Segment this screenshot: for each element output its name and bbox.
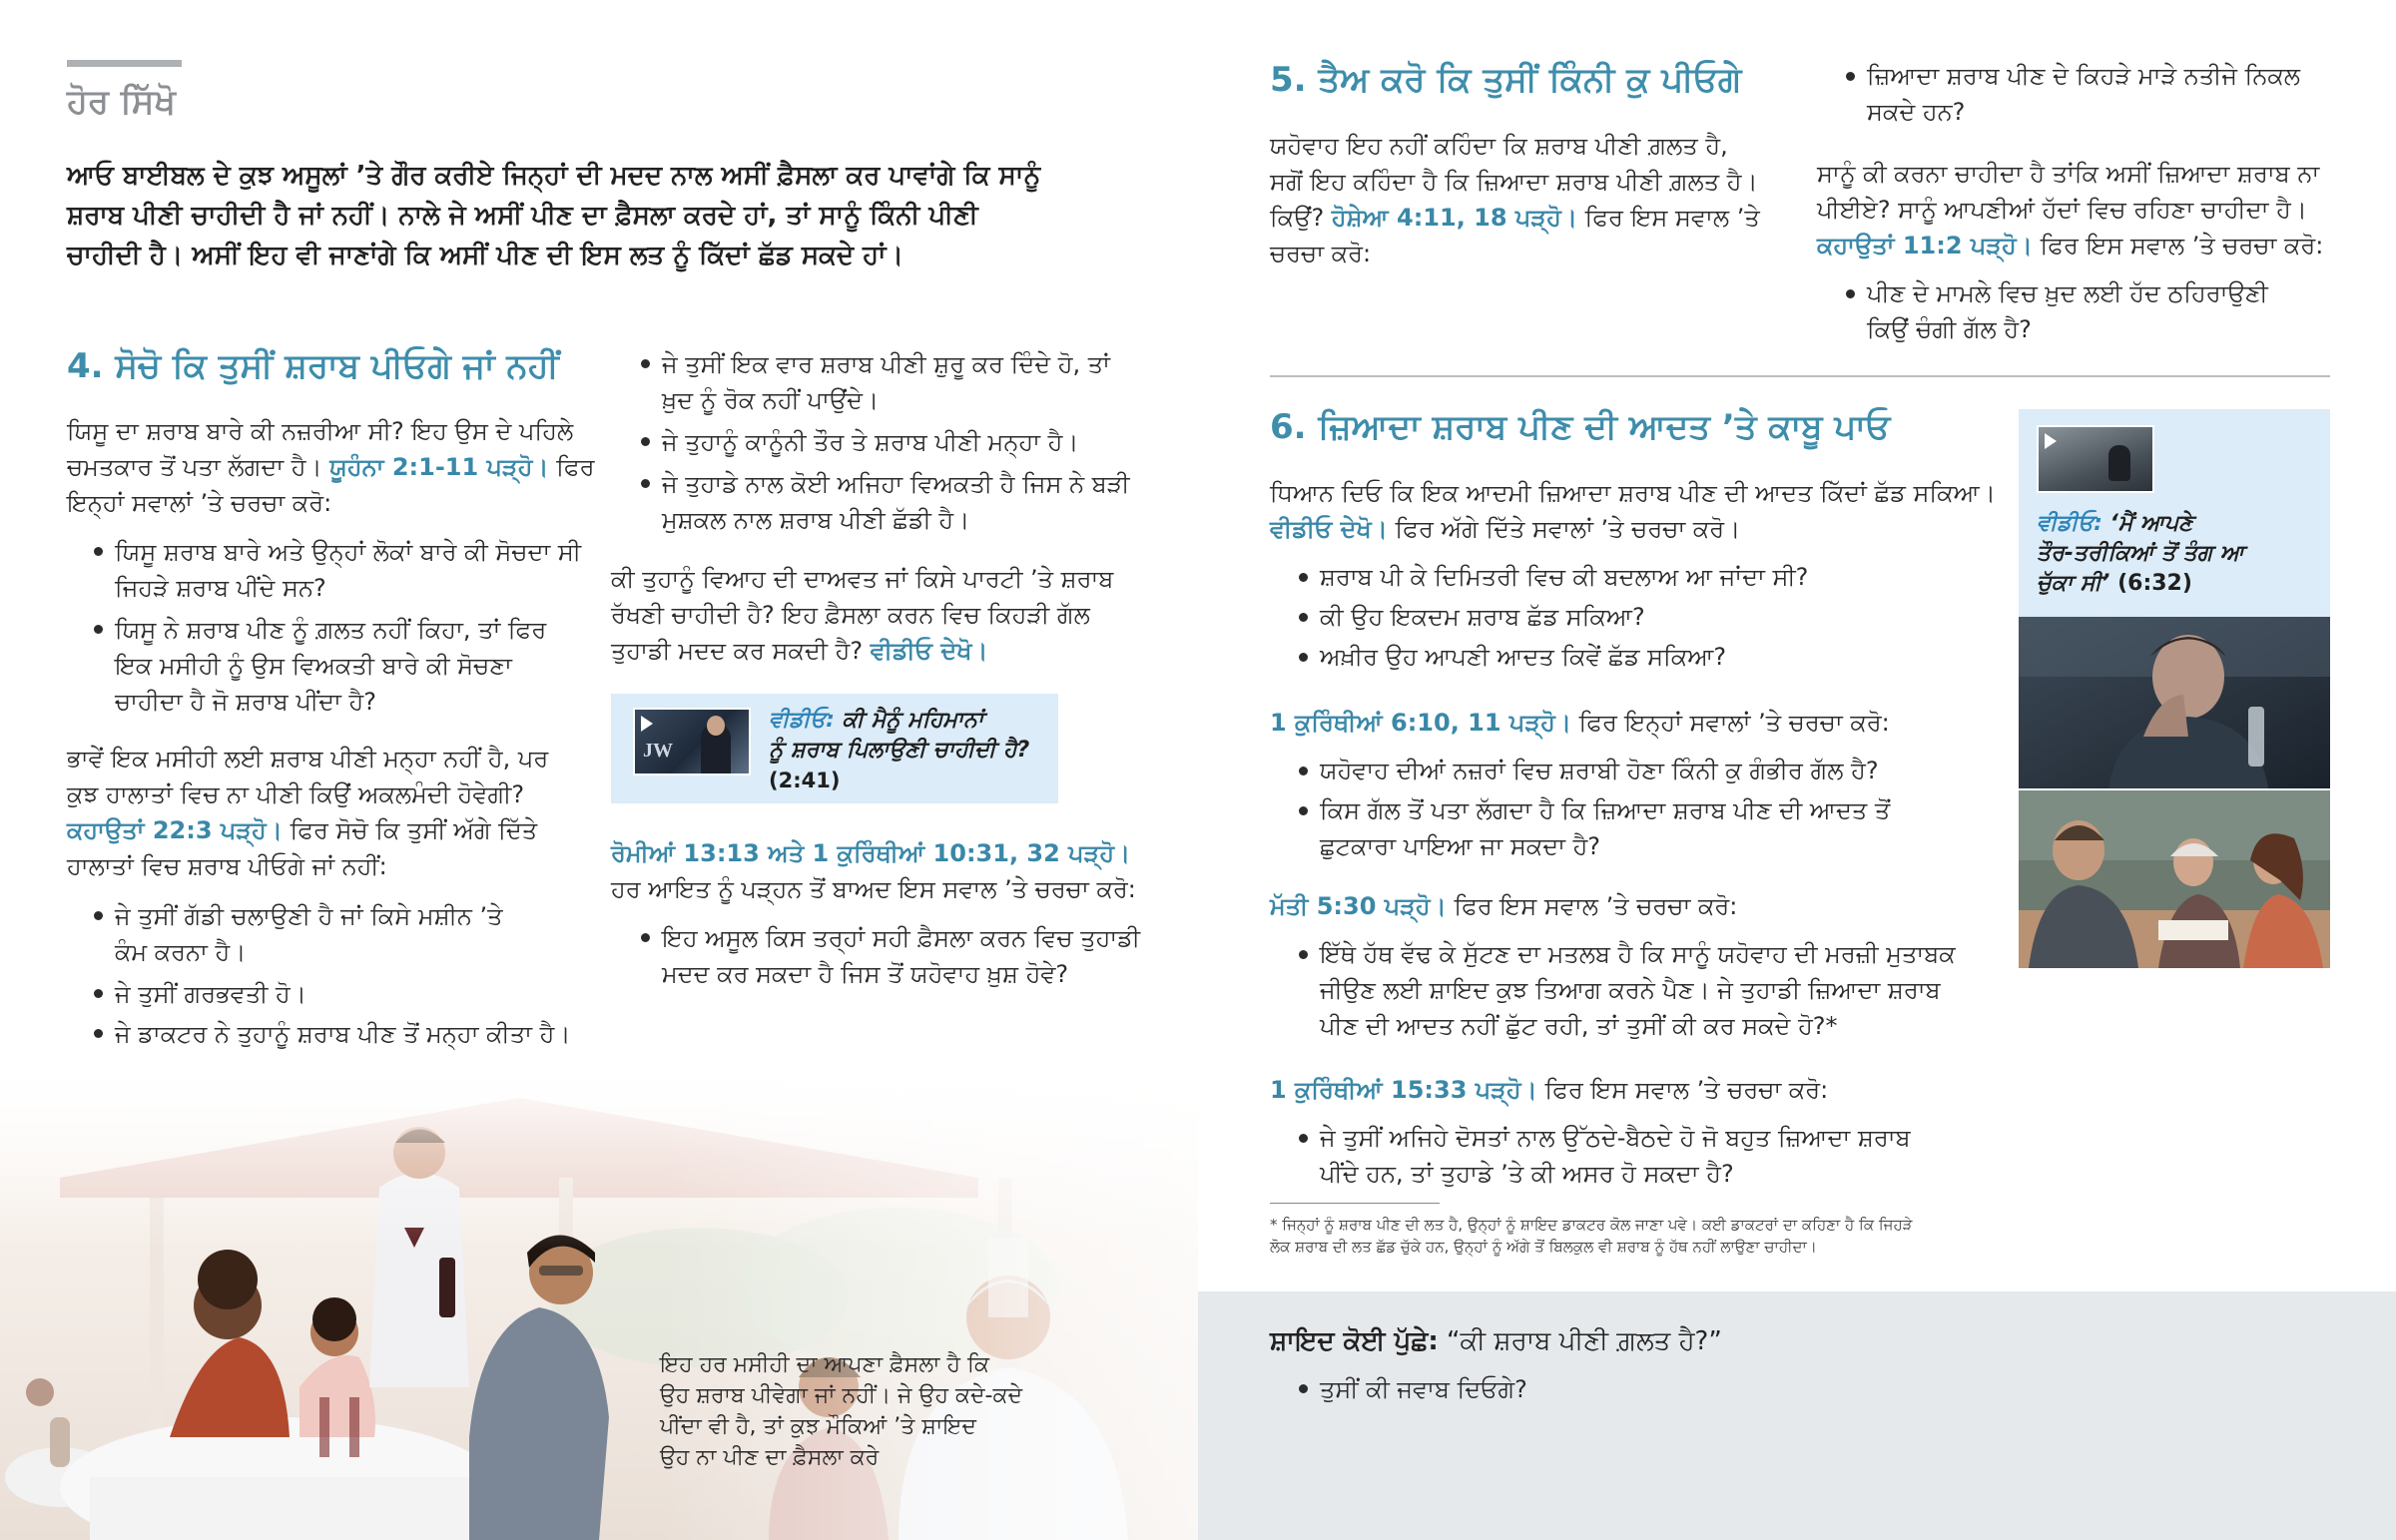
s6-ref-2: ਮੱਤੀ 5:30 ਪੜ੍ਹੋ। ਫਿਰ ਇਸ ਸਵਾਲ ’ਤੇ ਚਰਚਾ ਕਰੋ: [1270,892,1738,920]
ask-label: ਸ਼ਾਇਦ ਕੋਈ ਪੁੱਛੇ: [1270,1326,1439,1356]
s6-question-6-line-2: ਜੀਉਣ ਲਈ ਸ਼ਾਇਦ ਕੁਝ ਤਿਆਗ ਕਰਨੇ ਪੈਣ। ਜੇ ਤੁਹਾਡੀ ਜ਼ਿਆਦਾ ਸ਼ਰਾਬ [1320,976,1941,1004]
video-2-title-line-2: ਤੌਰ-ਤਰੀਕਿਆਂ ਤੋਂ ਤੰਗ ਆ [2037,541,2244,566]
s4-bullet-2-line-2: ਇਕ ਮਸੀਹੀ ਨੂੰ ਉਸ ਵਿਅਕਤੀ ਬਾਰੇ ਕੀ ਸੋਚਣਾ [115,652,512,680]
video-2-title-line-1: ਵੀਡੀਓ: ‘ਮੈਂ ਆਪਣੇ [2037,511,2193,536]
bullet-dot [641,359,650,368]
video-1-duration: (2:41) [769,769,841,792]
s5-bullet-2-line-2: ਕਿਉਂ ਚੰਗੀ ਗੱਲ ਹੈ? [1867,315,2032,343]
video-thumbnail[interactable] [633,708,751,775]
bullet-dot [641,437,650,446]
illustration-caption-line-2: ਉਹ ਸ਼ਰਾਬ ਪੀਵੇਗਾ ਜਾਂ ਨਹੀਂ। ਜੇ ਉਹ ਕਦੇ-ਕਦੇ [660,1383,1023,1408]
bullet-dot [1299,573,1308,582]
s4-case-4-line-2: ਖ਼ੁਦ ਨੂੰ ਰੋਕ ਨਹੀਂ ਪਾਉਂਦੇ। [662,386,880,414]
s4-para-3-line-3: ਤੁਹਾਡੀ ਮਦਦ ਕਰ ਸਕਦੀ ਹੈ? ਵੀਡੀਓ ਦੇਖੋ। [611,637,988,665]
s4-para-3-line-1: ਕੀ ਤੁਹਾਨੂੰ ਵਿਆਹ ਦੀ ਦਾਅਵਤ ਜਾਂ ਕਿਸੇ ਪਾਰਟੀ ’ਤੇ ਸ਼ਰਾਬ [611,565,1114,593]
s4-case-3: ਜੇ ਡਾਕਟਰ ਨੇ ਤੁਹਾਨੂੰ ਸ਼ਰਾਬ ਪੀਣ ਤੋਂ ਮਨ੍ਹਾ ਕੀਤਾ ਹੈ। [115,1020,571,1048]
s4-case-4-line-1: ਜੇ ਤੁਸੀਂ ਇਕ ਵਾਰ ਸ਼ਰਾਬ ਪੀਣੀ ਸ਼ੁਰੂ ਕਰ ਦਿੰਦੇ ਹੋ, ਤਾਂ [662,350,1110,378]
photo-bible-study [2019,790,2330,968]
presenter-head [707,716,725,736]
video-card-dmitri[interactable] [2019,409,2330,617]
s4-ref-instruction: ਹਰ ਆਇਤ ਨੂੰ ਪੜ੍ਹਨ ਤੋਂ ਬਾਅਦ ਇਸ ਸਵਾਲ ’ਤੇ ਚਰਚਾ ਕਰੋ: [611,875,1136,903]
s6-question-7-line-1: ਜੇ ਤੁਸੀਂ ਅਜਿਹੇ ਦੋਸਤਾਂ ਨਾਲ ਉੱਠਦੇ-ਬੈਠਦੇ ਹੋ ਜੋ ਬਹੁਤ ਜ਼ਿਆਦਾ ਸ਼ਰਾਬ [1320,1124,1911,1152]
s4-bullet-3-line-2: ਮਦਦ ਕਰ ਸਕਦਾ ਹੈ ਜਿਸ ਤੋਂ ਯਹੋਵਾਹ ਖ਼ੁਸ਼ ਹੋਵੇ? [662,960,1069,988]
bullet-dot [1299,1134,1308,1143]
s4-para-2-line-1: ਭਾਵੇਂ ਇਕ ਮਸੀਹੀ ਲਈ ਸ਼ਰਾਬ ਪੀਣੀ ਮਨ੍ਹਾ ਨਹੀਂ ਹੈ, ਪਰ [67,745,549,772]
video-1-title-line-1: ਵੀਡੀਓ: ਕੀ ਮੈਨੂੰ ਮਹਿਮਾਨਾਂ [769,708,984,733]
scripture-link-romans-corinthians[interactable]: ਰੋਮੀਆਂ 13:13 ਅਤੇ 1 ਕੁਰਿੰਥੀਆਂ 10:31, 32 ਪੜ੍ਹੋ। [611,839,1131,867]
play-icon [2045,433,2057,449]
intro-line-2: ਸ਼ਰਾਬ ਪੀਣੀ ਚਾਹੀਦੀ ਹੈ ਜਾਂ ਨਹੀਂ। ਨਾਲੇ ਜੇ ਅਸੀਂ ਪੀਣ ਦਾ ਫ਼ੈਸਲਾ ਕਰਦੇ ਹਾਂ, ਤਾਂ ਸਾਨੂੰ ਕਿੰਨੀ ਪੀਣੀ [67,201,978,231]
photo-man-drinking [2019,617,2330,788]
s4-para-2-line-2: ਕੁਝ ਹਾਲਾਤਾਂ ਵਿਚ ਨਾ ਪੀਣੀ ਕਿਉਂ ਅਕਲਮੰਦੀ ਹੋਵੇਗੀ? [67,780,525,808]
footnote-line-1: * ਜਿਨ੍ਹਾਂ ਨੂੰ ਸ਼ਰਾਬ ਪੀਣ ਦੀ ਲਤ ਹੈ, ਉਨ੍ਹਾਂ ਨੂੰ ਸ਼ਾਇਦ ਡਾਕਟਰ ਕੋਲ ਜਾਣਾ ਪਵੇ। ਕਈ ਡਾਕਟਰਾਂ ਦਾ ਕਹਿਣਾ ਹੈ ਕਿ ਜਿਹੜੇ [1270,1216,1913,1234]
bullet-dot [1846,72,1855,81]
s4-bullet-1-line-1: ਯਿਸੂ ਸ਼ਰਾਬ ਬਾਰੇ ਅਤੇ ਉਨ੍ਹਾਂ ਲੋਕਾਂ ਬਾਰੇ ਕੀ ਸੋਚਦਾ ਸੀ [115,538,582,566]
bullet-dot [1299,1384,1308,1393]
s6-ref-3: 1 ਕੁਰਿੰਥੀਆਂ 15:33 ਪੜ੍ਹੋ। ਫਿਰ ਇਸ ਸਵਾਲ ’ਤੇ ਚਰਚਾ ਕਰੋ: [1270,1076,1829,1104]
section-divider [1270,375,2330,377]
scripture-link-john[interactable]: ਯੂਹੰਨਾ 2:1-11 ਪੜ੍ਹੋ। [329,453,549,481]
bullet-dot [1299,653,1308,662]
s5-bullet-1-line-2: ਸਕਦੇ ਹਨ? [1867,98,1966,126]
footnote-rule [1270,1203,1440,1204]
s4-para-1-line-1: ਯਿਸੂ ਦਾ ਸ਼ਰਾਬ ਬਾਰੇ ਕੀ ਨਜ਼ਰੀਆ ਸੀ? ਇਹ ਉਸ ਦੇ ਪਹਿਲੇ [67,417,574,445]
scripture-link-matthew[interactable]: ਮੱਤੀ 5:30 ਪੜ੍ਹੋ। [1270,892,1447,920]
s4-bullet-1-line-2: ਜਿਹੜੇ ਸ਼ਰਾਬ ਪੀਂਦੇ ਸਨ? [115,574,326,602]
bullet-dot [1299,806,1308,815]
footnote-line-2: ਲੋਕ ਸ਼ਰਾਬ ਦੀ ਲਤ ਛੱਡ ਚੁੱਕੇ ਹਨ, ਉਨ੍ਹਾਂ ਨੂੰ ਅੱਗੇ ਤੋਂ ਬਿਲਕੁਲ ਵੀ ਸ਼ਰਾਬ ਨੂੰ ਹੱਥ ਨਹੀਂ ਲਾਉਣਾ ਚਾਹੀਦਾ। [1270,1238,1817,1256]
ask-box [1198,1291,2396,1540]
s6-question-2: ਕੀ ਉਹ ਇਕਦਮ ਸ਼ਰਾਬ ਛੱਡ ਸਕਿਆ? [1320,603,1645,631]
s5-bullet-2-line-1: ਪੀਣ ਦੇ ਮਾਮਲੇ ਵਿਚ ਖ਼ੁਦ ਲਈ ਹੱਦ ਠਹਿਰਾਉਣੀ [1867,279,2268,307]
play-icon [641,716,653,732]
s6-para-line-1: ਧਿਆਨ ਦਿਓ ਕਿ ਇਕ ਆਦਮੀ ਜ਼ਿਆਦਾ ਸ਼ਰਾਬ ਪੀਣ ਦੀ ਆਦਤ ਕਿੱਦਾਂ ਛੱਡ ਸਕਿਆ। [1270,479,1996,507]
s4-bullet-2-line-3: ਚਾਹੀਦਾ ਹੈ ਜੋ ਸ਼ਰਾਬ ਪੀਂਦਾ ਹੈ? [115,688,376,716]
s4-case-6-line-2: ਮੁਸ਼ਕਲ ਨਾਲ ਸ਼ਰਾਬ ਪੀਣੀ ਛੱਡੀ ਹੈ। [662,506,970,534]
bullet-dot [1299,767,1308,775]
jw-logo: JW [643,740,673,762]
s6-question-3: ਅਖ਼ੀਰ ਉਹ ਆਪਣੀ ਆਦਤ ਕਿਵੇਂ ਛੱਡ ਸਕਿਆ? [1320,643,1727,671]
s5-line-1: ਯਹੋਵਾਹ ਇਹ ਨਹੀਂ ਕਹਿੰਦਾ ਕਿ ਸ਼ਰਾਬ ਪੀਣੀ ਗ਼ਲਤ ਹੈ, [1270,132,1728,160]
bullet-dot [641,933,650,942]
video-2-title-line-3: ਚੁੱਕਾ ਸੀ’ (6:32) [2037,571,2192,596]
s5-line-3: ਕਿਉਂ? ਹੋਸ਼ੇਆ 4:11, 18 ਪੜ੍ਹੋ। ਫਿਰ ਇਸ ਸਵਾਲ ’ਤੇ [1270,204,1760,232]
bullet-dot [1299,950,1308,959]
bullet-dot [94,1029,103,1038]
s5-para-line-2: ਪੀਈਏ? ਸਾਨੂੰ ਆਪਣੀਆਂ ਹੱਦਾਂ ਵਿਚ ਰਹਿਣਾ ਚਾਹੀਦਾ ਹੈ। [1817,196,2307,224]
s6-para-line-2: ਵੀਡੀਓ ਦੇਖੋ। ਫਿਰ ਅੱਗੇ ਦਿੱਤੇ ਸਵਾਲਾਂ ’ਤੇ ਚਰਚਾ ਕਰੋ। [1270,515,1741,543]
video-thumbnail[interactable] [2037,425,2154,493]
s4-case-1-line-1: ਜੇ ਤੁਸੀਂ ਗੱਡੀ ਚਲਾਉਣੀ ਹੈ ਜਾਂ ਕਿਸੇ ਮਸ਼ੀਨ ’ਤੇ [115,902,503,930]
section-6-heading: 6. ਜ਼ਿਆਦਾ ਸ਼ਰਾਬ ਪੀਣ ਦੀ ਆਦਤ ’ਤੇ ਕਾਬੂ ਪਾਓ [1270,407,1891,447]
s4-bullet-3-line-1: ਇਹ ਅਸੂਲ ਕਿਸ ਤਰ੍ਹਾਂ ਸਹੀ ਫ਼ੈਸਲਾ ਕਰਨ ਵਿਚ ਤੁਹਾਡੀ [662,924,1141,952]
restaurant-illustration [0,1058,1198,1540]
video-card-guests[interactable] [611,694,1058,803]
s4-case-5: ਜੇ ਤੁਹਾਨੂੰ ਕਾਨੂੰਨੀ ਤੌਰ ਤੇ ਸ਼ਰਾਬ ਪੀਣੀ ਮਨ੍ਹਾ ਹੈ। [662,428,1079,456]
s4-para-2-line-4: ਹਾਲਾਤਾਂ ਵਿਚ ਸ਼ਰਾਬ ਪੀਓਗੇ ਜਾਂ ਨਹੀਂ: [67,852,387,880]
man-silhouette [2108,445,2130,481]
video-1-title-line-2: ਨੂੰ ਸ਼ਰਾਬ ਪਿਲਾਉਣੀ ਚਾਹੀਦੀ ਹੈ? [769,738,1030,763]
scripture-link-hosea[interactable]: ਹੋਸ਼ੇਆ 4:11, 18 ਪੜ੍ਹੋ। [1331,204,1578,232]
s6-question-4: ਯਹੋਵਾਹ ਦੀਆਂ ਨਜ਼ਰਾਂ ਵਿਚ ਸ਼ਰਾਬੀ ਹੋਣਾ ਕਿੰਨੀ ਕੁ ਗੰਭੀਰ ਗੱਲ ਹੈ? [1320,757,1879,784]
section-title: ਹੋਰ ਸਿੱਖੋ [67,82,176,122]
scripture-link-proverbs-22[interactable]: ਕਹਾਉਤਾਂ 22:3 ਪੜ੍ਹੋ। [67,816,283,844]
s6-question-1: ਸ਼ਰਾਬ ਪੀ ਕੇ ਦਿਮਿਤਰੀ ਵਿਚ ਕੀ ਬਦਲਾਅ ਆ ਜਾਂਦਾ ਸੀ? [1320,563,1809,591]
illustration-caption-line-4: ਉਹ ਨਾ ਪੀਣ ਦਾ ਫ਼ੈਸਲਾ ਕਰੇ [660,1445,880,1470]
s4-case-6-line-1: ਜੇ ਤੁਹਾਡੇ ਨਾਲ ਕੋਈ ਅਜਿਹਾ ਵਿਅਕਤੀ ਹੈ ਜਿਸ ਨੇ ਬੜੀ [662,470,1130,498]
scripture-link-1cor-15[interactable]: 1 ਕੁਰਿੰਥੀਆਂ 15:33 ਪੜ੍ਹੋ। [1270,1076,1537,1104]
s6-question-6-line-1: ਇੱਥੇ ਹੱਥ ਵੱਢ ਕੇ ਸੁੱਟਣ ਦਾ ਮਤਲਬ ਹੈ ਕਿ ਸਾਨੂੰ ਯਹੋਵਾਹ ਦੀ ਮਰਜ਼ੀ ਮੁਤਾਬਕ [1320,940,1956,968]
illustration-caption-line-3: ਪੀਂਦਾ ਵੀ ਹੈ, ਤਾਂ ਕੁਝ ਮੌਕਿਆਂ ’ਤੇ ਸ਼ਾਇਦ [660,1414,976,1439]
s4-para-1-line-3: ਇਨ੍ਹਾਂ ਸਵਾਲਾਂ ’ਤੇ ਚਰਚਾ ਕਰੋ: [67,489,332,517]
s4-para-3-line-2: ਰੱਖਣੀ ਚਾਹੀਦੀ ਹੈ? ਇਹ ਫ਼ੈਸਲਾ ਕਰਨ ਵਿਚ ਕਿਹੜੀ ਗੱਲ [611,601,1090,629]
right-page [1198,0,2396,1540]
bullet-dot [94,547,103,556]
scripture-link-proverbs-11[interactable]: ਕਹਾਉਤਾਂ 11:2 ਪੜ੍ਹੋ। [1817,232,2033,259]
s5-para-line-1: ਸਾਨੂੰ ਕੀ ਕਰਨਾ ਚਾਹੀਦਾ ਹੈ ਤਾਂਕਿ ਅਸੀਂ ਜ਼ਿਆਦਾ ਸ਼ਰਾਬ ਨਾ [1817,160,2320,188]
watch-video-link[interactable]: ਵੀਡੀਓ ਦੇਖੋ। [1270,515,1388,543]
section-title-bar [67,60,182,67]
s6-question-5-line-2: ਛੁਟਕਾਰਾ ਪਾਇਆ ਜਾ ਸਕਦਾ ਹੈ? [1320,832,1601,860]
intro-line-1: ਆਓ ਬਾਈਬਲ ਦੇ ਕੁਝ ਅਸੂਲਾਂ ’ਤੇ ਗੌਰ ਕਰੀਏ ਜਿਨ੍ਹਾਂ ਦੀ ਮਦਦ ਨਾਲ ਅਸੀਂ ਫ਼ੈਸਲਾ ਕਰ ਪਾਵਾਂਗੇ ਕਿ ਸਾਨੂੰ [67,161,1041,191]
s4-case-2: ਜੇ ਤੁਸੀਂ ਗਰਭਵਤੀ ਹੋ। [115,980,306,1008]
section-5-heading: 5. ਤੈਅ ਕਰੋ ਕਿ ਤੁਸੀਂ ਕਿੰਨੀ ਕੁ ਪੀਓਗੇ [1270,60,1742,100]
bullet-dot [641,479,650,488]
s4-case-1-line-2: ਕੰਮ ਕਰਨਾ ਹੈ। [115,938,247,966]
s5-bullet-1-line-1: ਜ਼ਿਆਦਾ ਸ਼ਰਾਬ ਪੀਣ ਦੇ ਕਿਹੜੇ ਮਾੜੇ ਨਤੀਜੇ ਨਿਕਲ [1867,62,2300,90]
s4-para-1-line-2: ਚਮਤਕਾਰ ਤੋਂ ਪਤਾ ਲੱਗਦਾ ਹੈ। ਯੂਹੰਨਾ 2:1-11 ਪੜ੍ਹੋ। ਫਿਰ [67,453,595,481]
s6-question-7-line-2: ਪੀਂਦੇ ਹਨ, ਤਾਂ ਤੁਹਾਡੇ ’ਤੇ ਕੀ ਅਸਰ ਹੋ ਸਕਦਾ ਹੈ? [1320,1160,1734,1188]
ask-quote: “ਕੀ ਸ਼ਰਾਬ ਪੀਣੀ ਗ਼ਲਤ ਹੈ?” [1447,1326,1722,1356]
bullet-dot [94,989,103,998]
s6-ref-1: 1 ਕੁਰਿੰਥੀਆਂ 6:10, 11 ਪੜ੍ਹੋ। ਫਿਰ ਇਨ੍ਹਾਂ ਸਵਾਲਾਂ ’ਤੇ ਚਰਚਾ ਕਰੋ: [1270,709,1890,737]
illustration-caption-line-1: ਇਹ ਹਰ ਮਸੀਹੀ ਦਾ ਆਪਣਾ ਫ਼ੈਸਲਾ ਹੈ ਕਿ [660,1352,990,1377]
s5-para-line-3: ਕਹਾਉਤਾਂ 11:2 ਪੜ੍ਹੋ। ਫਿਰ ਇਸ ਸਵਾਲ ’ਤੇ ਚਰਚਾ ਕਰੋ: [1817,232,2324,259]
s5-line-2: ਸਗੋਂ ਇਹ ਕਹਿੰਦਾ ਹੈ ਕਿ ਜ਼ਿਆਦਾ ਸ਼ਰਾਬ ਪੀਣੀ ਗ਼ਲਤ ਹੈ। [1270,168,1758,196]
scripture-link-1cor-6[interactable]: 1 ਕੁਰਿੰਥੀਆਂ 6:10, 11 ਪੜ੍ਹੋ। [1270,709,1571,737]
ask-line [1270,1321,1722,1361]
watch-video-link[interactable]: ਵੀਡੀਓ ਦੇਖੋ। [870,637,988,665]
s4-para-2-line-3: ਕਹਾਉਤਾਂ 22:3 ਪੜ੍ਹੋ। ਫਿਰ ਸੋਚੋ ਕਿ ਤੁਸੀਂ ਅੱਗੇ ਦਿੱਤੇ [67,816,538,844]
ask-answer-prompt: ਤੁਸੀਂ ਕੀ ਜਵਾਬ ਦਿਓਗੇ? [1320,1375,1527,1403]
s4-bullet-2-line-1: ਯਿਸੂ ਨੇ ਸ਼ਰਾਬ ਪੀਣ ਨੂੰ ਗ਼ਲਤ ਨਹੀਂ ਕਿਹਾ, ਤਾਂ ਫਿਰ [115,616,547,644]
section-4-heading: 4. ਸੋਚੋ ਕਿ ਤੁਸੀਂ ਸ਼ਰਾਬ ਪੀਓਗੇ ਜਾਂ ਨਹੀਂ [67,346,559,386]
s6-question-6-line-3: ਪੀਣ ਦੀ ਆਦਤ ਨਹੀਂ ਛੁੱਟ ਰਹੀ, ਤਾਂ ਤੁਸੀਂ ਕੀ ਕਰ ਸਕਦੇ ਹੋ?* [1320,1012,1838,1040]
s5-line-4: ਚਰਚਾ ਕਰੋ: [1270,240,1372,267]
bullet-dot [1846,289,1855,298]
bullet-dot [94,625,103,634]
intro-line-3: ਚਾਹੀਦੀ ਹੈ। ਅਸੀਂ ਇਹ ਵੀ ਜਾਣਾਂਗੇ ਕਿ ਅਸੀਂ ਪੀਣ ਦੀ ਇਸ ਲਤ ਨੂੰ ਕਿੱਦਾਂ ਛੱਡ ਸਕਦੇ ਹਾਂ। [67,241,903,270]
bullet-dot [1299,613,1308,622]
s6-question-5-line-1: ਕਿਸ ਗੱਲ ਤੋਂ ਪਤਾ ਲੱਗਦਾ ਹੈ ਕਿ ਜ਼ਿਆਦਾ ਸ਼ਰਾਬ ਪੀਣ ਦੀ ਆਦਤ ਤੋਂ [1320,796,1891,824]
bullet-dot [94,911,103,920]
